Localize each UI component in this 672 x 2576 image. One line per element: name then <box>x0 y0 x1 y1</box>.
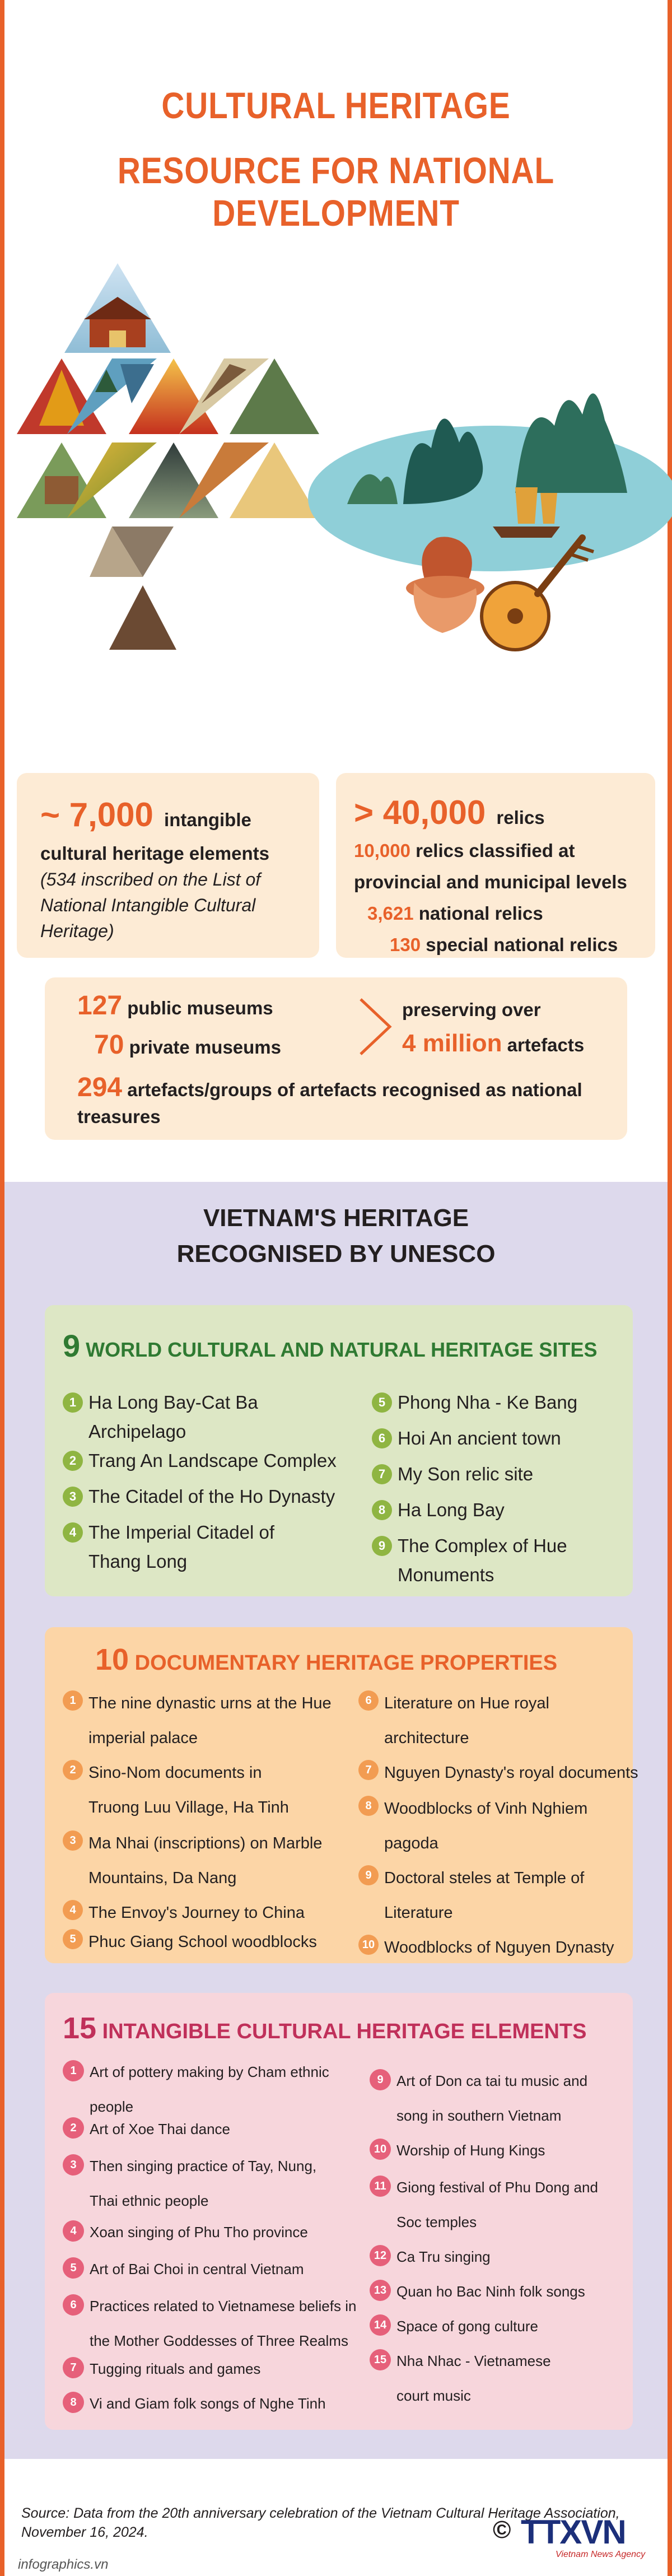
item-text-line: people <box>90 2098 134 2115</box>
item-text <box>88 1925 317 1959</box>
list-item <box>63 2252 365 2286</box>
item-text-line: Art of Bai Choi in central Vietnam <box>90 2261 304 2277</box>
item-number-badge: 1 <box>63 1690 83 1711</box>
logo-text: TTXVN <box>521 2513 626 2551</box>
treasures-count: 294 <box>77 1073 123 1102</box>
list-item <box>370 2344 627 2413</box>
list-item <box>63 1446 343 1475</box>
item-text <box>88 1686 332 1755</box>
treasures-label: artefacts/groups of artefacts recognised as national <box>127 1079 582 1100</box>
list-item <box>63 1826 354 1895</box>
source-line-2: November 16, 2024. <box>21 2524 148 2540</box>
item-text-line: Truong Luu Village, Ha Tinh <box>88 1799 289 1816</box>
item-number-badge: 8 <box>358 1796 379 1816</box>
list-item <box>358 1686 627 1755</box>
item-text <box>384 1755 638 1790</box>
item-text-line: architecture <box>384 1729 469 1747</box>
item-text-line: Ma Nhai (inscriptions) on Marble <box>88 1834 323 1852</box>
item-text <box>398 1460 533 1489</box>
list-item <box>63 1518 343 1576</box>
public-museums-count: 127 <box>77 991 123 1021</box>
item-text-line: Archipelago <box>88 1421 186 1442</box>
item-text <box>384 1930 614 1965</box>
world-heritage-heading: WORLD CULTURAL AND NATURAL HERITAGE SITES <box>86 1338 598 1361</box>
list-item <box>63 2112 365 2146</box>
list-item <box>63 2215 365 2249</box>
item-text <box>90 2351 260 2386</box>
item-text-line: The Complex of Hue <box>398 1535 567 1556</box>
item-text <box>90 2215 308 2249</box>
item-text <box>396 2239 491 2274</box>
item-number-badge: 7 <box>372 1464 392 1484</box>
item-text-line: Ca Tru singing <box>396 2248 491 2265</box>
item-number-badge: 2 <box>63 1760 83 1780</box>
item-text-line: Ha Long Bay <box>398 1499 505 1520</box>
item-number-badge: 12 <box>370 2245 391 2266</box>
list-item <box>372 1424 624 1453</box>
item-text-line: the Mother Goddesses of Three Realms <box>90 2332 348 2349</box>
national-relics-count: 3,621 <box>367 903 414 924</box>
item-number-badge: 6 <box>358 1690 379 1711</box>
item-number-badge: 1 <box>63 1392 83 1413</box>
item-number-badge: 11 <box>370 2176 391 2197</box>
item-text-line: Vi and Giam folk songs of Nghe Tinh <box>90 2395 326 2412</box>
item-number-badge: 10 <box>370 2139 391 2160</box>
item-number-badge: 5 <box>63 1929 83 1949</box>
item-text <box>90 2252 304 2286</box>
item-text <box>396 2133 545 2168</box>
item-text <box>88 1755 289 1825</box>
item-text-line: song in southern Vietnam <box>396 2107 562 2124</box>
item-text-line: Space of gong culture <box>396 2318 538 2335</box>
intangible-note-3: Heritage) <box>40 921 114 941</box>
item-number-badge: 1 <box>63 2060 84 2081</box>
item-text-line: Soc temples <box>396 2214 477 2230</box>
special-relics-label: special national relics <box>426 934 618 955</box>
item-text <box>88 1388 258 1446</box>
item-number-badge: 6 <box>63 2294 84 2316</box>
intangible-note-2: National Intangible Cultural <box>40 895 256 915</box>
item-text-line: Thai ethnic people <box>90 2192 209 2209</box>
item-text <box>88 1518 274 1576</box>
item-text-line: The nine dynastic urns at the Hue <box>88 1694 332 1712</box>
item-number-badge: 9 <box>370 2069 391 2090</box>
list-item <box>63 2351 365 2386</box>
item-text-line: Woodblocks of Vinh Nghiem <box>384 1800 588 1818</box>
list-item <box>358 1861 627 1930</box>
list-item <box>63 2289 365 2358</box>
item-text <box>384 1861 584 1930</box>
private-museums-count: 70 <box>94 1030 124 1060</box>
item-text-line: Xoan singing of Phu Tho province <box>90 2224 308 2240</box>
intangible-count: ~ 7,000 <box>40 796 153 833</box>
item-text-line: Monuments <box>398 1564 494 1585</box>
item-number-badge: 2 <box>63 2117 84 2139</box>
list-item <box>358 1755 638 1790</box>
item-text <box>396 2063 587 2133</box>
item-text-line: Tugging rituals and games <box>90 2360 261 2377</box>
item-text-line: Practices related to Vietnamese beliefs in <box>90 2298 357 2314</box>
relics-label: relics <box>496 807 545 828</box>
list-item <box>370 2133 627 2168</box>
world-heritage-count: 9 <box>63 1328 81 1363</box>
item-text-line: Hoi An ancient town <box>398 1428 561 1448</box>
item-text <box>398 1388 577 1417</box>
item-text <box>398 1496 505 1525</box>
item-number-badge: 7 <box>63 2357 84 2378</box>
treasures-label-2: treasures <box>77 1106 161 1127</box>
item-text <box>384 1686 549 1755</box>
item-number-badge: 6 <box>372 1428 392 1448</box>
item-number-badge: 8 <box>63 2392 84 2413</box>
item-text-line: pagoda <box>384 1834 438 1852</box>
special-relics-count: 130 <box>390 934 421 955</box>
intangible-elements-heading: INTANGIBLE CULTURAL HERITAGE ELEMENTS <box>102 2020 587 2043</box>
heritage-illustration <box>0 246 672 751</box>
item-text <box>396 2274 585 2309</box>
intangible-label-2: cultural heritage elements <box>40 843 269 864</box>
item-number-badge: 3 <box>63 1487 83 1507</box>
list-item <box>372 1388 624 1417</box>
preserving-label: preserving over <box>402 999 541 1020</box>
provincial-relics-count: 10,000 <box>354 840 410 861</box>
source-line-1: Source: Data from the 20th anniversary celebration of the Vietnam Cultural Heritage Association, <box>21 2505 620 2521</box>
item-text-line: Phuc Giang School woodblocks <box>88 1933 317 1951</box>
unesco-title-line1: VIETNAM'S HERITAGE <box>203 1204 469 1232</box>
item-number-badge: 5 <box>372 1392 392 1413</box>
item-text-line: Literature <box>384 1904 453 1922</box>
public-museums-label: public museums <box>127 998 273 1018</box>
list-item <box>372 1460 624 1489</box>
item-text-line: My Son relic site <box>398 1464 534 1484</box>
ttxvn-logo <box>493 2513 655 2563</box>
artefacts-count: 4 million <box>402 1030 502 1057</box>
page-title-line2: RESOURCE FOR NATIONAL DEVELOPMENT <box>117 150 555 234</box>
item-text-line: Giong festival of Phu Dong and <box>396 2179 598 2196</box>
intangible-note-1: (534 inscribed on the List of <box>40 869 261 889</box>
item-number-badge: 4 <box>63 2220 84 2242</box>
item-number-badge: 10 <box>358 1935 379 1955</box>
item-text-line: Art of Xoe Thai dance <box>90 2121 231 2137</box>
list-item <box>63 2149 365 2218</box>
item-text-line: The Citadel of the Ho Dynasty <box>88 1486 335 1507</box>
intangible-elements-count: 15 <box>63 2011 97 2045</box>
item-text <box>88 1482 335 1511</box>
item-text <box>88 1826 322 1895</box>
item-number-badge: 9 <box>358 1865 379 1885</box>
item-text-line: Worship of Hung Kings <box>396 2142 545 2159</box>
item-text <box>396 2344 551 2413</box>
item-number-badge: 8 <box>372 1500 392 1520</box>
item-text <box>90 2112 230 2146</box>
list-item <box>372 1496 624 1525</box>
item-text-line: Thang Long <box>88 1551 188 1572</box>
item-text-line: Trang An Landscape Complex <box>88 1450 337 1471</box>
item-text-line: The Imperial Citadel of <box>88 1522 274 1543</box>
intangible-label: intangible <box>164 809 251 830</box>
documentary-heading: DOCUMENTARY HERITAGE PROPERTIES <box>134 1651 558 1675</box>
item-text-line: Then singing practice of Tay, Nung, <box>90 2158 317 2174</box>
item-number-badge: 5 <box>63 2257 84 2279</box>
list-item <box>63 1388 343 1446</box>
item-number-badge: 7 <box>358 1760 379 1780</box>
item-text-line: Art of pottery making by Cham ethnic <box>90 2063 329 2080</box>
list-item <box>370 2274 627 2309</box>
item-text <box>398 1424 561 1453</box>
item-number-badge: 4 <box>63 1522 83 1543</box>
item-text-line: Nha Nhac - Vietnamese <box>396 2353 551 2369</box>
item-text <box>90 2289 356 2358</box>
list-item <box>358 1791 627 1861</box>
logo-subtext: Vietnam News Agency <box>556 2550 646 2559</box>
private-museums-label: private museums <box>129 1037 282 1058</box>
item-text-line: court music <box>396 2387 471 2404</box>
item-text-line: Quan ho Bac Ninh folk songs <box>396 2283 585 2300</box>
national-relics-label: national relics <box>418 903 543 924</box>
list-item <box>370 2239 627 2274</box>
item-text-line: Doctoral steles at Temple of <box>384 1869 585 1887</box>
list-item <box>370 2309 627 2344</box>
list-item <box>358 1930 627 1965</box>
list-item <box>370 2063 627 2133</box>
list-item <box>63 1686 354 1755</box>
copyright-symbol: © <box>493 2516 511 2544</box>
item-text-line: Ha Long Bay-Cat Ba <box>88 1392 258 1413</box>
item-number-badge: 14 <box>370 2314 391 2336</box>
relics-count: > 40,000 <box>354 794 486 831</box>
list-item <box>63 1925 354 1959</box>
list-item <box>63 1755 354 1825</box>
list-item <box>63 2386 365 2421</box>
item-text <box>396 2170 598 2239</box>
item-text <box>398 1531 567 1590</box>
item-number-badge: 4 <box>63 1900 83 1920</box>
page-title-line1: CULTURAL HERITAGE <box>161 85 511 126</box>
unesco-title-line2: RECOGNISED BY UNESCO <box>176 1240 496 1268</box>
item-text <box>88 1446 337 1475</box>
item-text-line: Phong Nha - Ke Bang <box>398 1392 578 1413</box>
item-text-line: Nguyen Dynasty's royal documents <box>384 1764 638 1782</box>
item-number-badge: 15 <box>370 2349 391 2370</box>
list-item <box>372 1531 624 1590</box>
item-number-badge: 9 <box>372 1536 392 1556</box>
item-number-badge: 2 <box>63 1451 83 1471</box>
item-text-line: Mountains, Da Nang <box>88 1869 237 1887</box>
provincial-relics-label: relics classified at <box>416 840 575 861</box>
list-item <box>370 2170 627 2239</box>
list-item <box>63 1482 343 1511</box>
artefacts-label: artefacts <box>507 1035 585 1055</box>
item-text-line: Sino-Nom documents in <box>88 1764 262 1782</box>
item-text <box>90 2149 316 2218</box>
item-text-line: Literature on Hue royal <box>384 1694 549 1712</box>
documentary-count: 10 <box>95 1643 129 1676</box>
item-text-line: The Envoy's Journey to China <box>88 1904 305 1922</box>
item-text <box>90 2386 326 2421</box>
item-number-badge: 3 <box>63 1830 83 1851</box>
item-text <box>384 1791 587 1861</box>
bracket-arrow <box>356 996 395 1058</box>
item-number-badge: 3 <box>63 2154 84 2176</box>
item-text-line: imperial palace <box>88 1729 198 1747</box>
item-number-badge: 13 <box>370 2280 391 2301</box>
provincial-relics-label-2: provincial and municipal levels <box>354 872 627 892</box>
item-text-line: Woodblocks of Nguyen Dynasty <box>384 1939 614 1957</box>
item-text-line: Art of Don ca tai tu music and <box>396 2072 588 2089</box>
site-name: infographics.vn <box>18 2557 109 2572</box>
item-text <box>396 2309 538 2344</box>
